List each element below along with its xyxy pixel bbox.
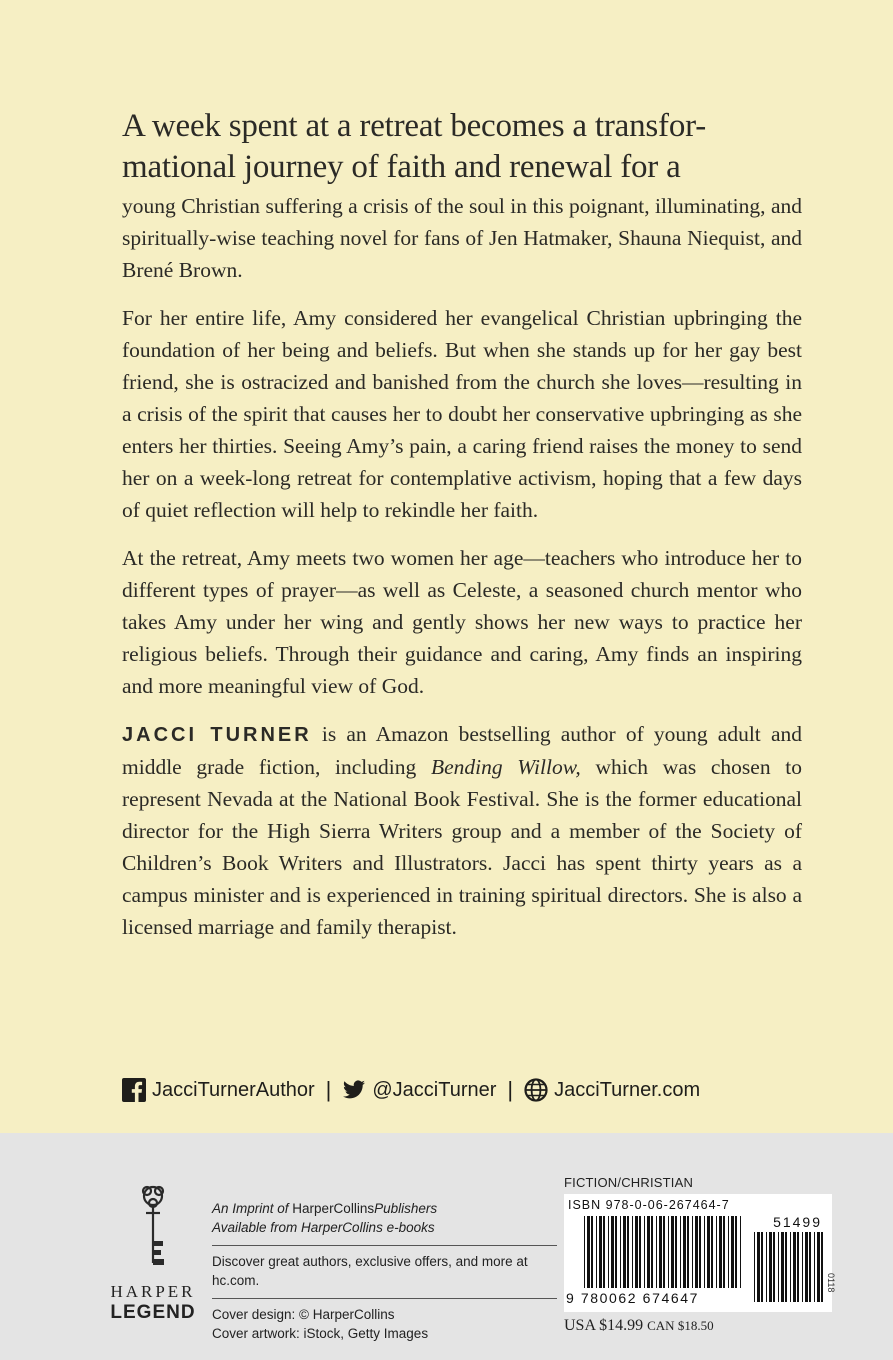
- barcode-bar: [647, 1216, 650, 1288]
- imprint-info: [212, 1199, 557, 1343]
- barcode-bar: [711, 1216, 713, 1288]
- publisher-logo: [108, 1183, 198, 1324]
- barcode-bar: [797, 1232, 799, 1302]
- barcode-bar: [740, 1216, 741, 1288]
- imprint-prefix: An Imprint of: [212, 1201, 293, 1216]
- barcode-bar: [680, 1216, 681, 1288]
- barcode-bar: [719, 1216, 722, 1288]
- globe-icon: [524, 1078, 548, 1102]
- barcode-bar: [627, 1216, 629, 1288]
- barcode-bar: [716, 1216, 717, 1288]
- barcode-bar: [793, 1232, 796, 1302]
- barcode-bar: [790, 1232, 791, 1302]
- blurb: [122, 106, 802, 943]
- social-links: [122, 1074, 700, 1106]
- author-name: JACCI TURNER: [122, 724, 312, 746]
- cover-design-credit: Cover design: © HarperCollins: [212, 1307, 395, 1322]
- barcode-bar: [805, 1232, 808, 1302]
- ean-number: 9 780062 674647: [566, 1290, 699, 1306]
- barcode-bar: [599, 1216, 602, 1288]
- barcode-bar: [769, 1232, 772, 1302]
- price-line: [564, 1317, 834, 1335]
- bio-text-1: is an Amazon bestselling author of young adult and middle grade fiction, including: [122, 722, 802, 779]
- synopsis-paragraph-2: At the retreat, Amy meets two women her age—teachers who introduce her to different types of prayer—as well as Celeste, a seasoned church mentor who takes Amy under her wing and gently shows her new ways to practice her religious beliefs. Through their guidance and caring, Amy finds an inspiring and more meaningful view of God.: [122, 546, 802, 698]
- barcode-bar: [695, 1216, 698, 1288]
- facebook-icon: [122, 1078, 146, 1102]
- barcode-bar: [671, 1216, 674, 1288]
- imprint-suffix: Publishers: [374, 1201, 438, 1216]
- barcode-bar: [728, 1216, 729, 1288]
- logo-legend: LEGEND: [110, 1302, 196, 1323]
- barcode-bar: [692, 1216, 693, 1288]
- barcode-bar: [635, 1216, 638, 1288]
- barcode-bar: [773, 1232, 775, 1302]
- barcode-bar: [587, 1216, 590, 1288]
- barcode-bar: [608, 1216, 609, 1288]
- barcode-bar: [761, 1232, 763, 1302]
- headline-line-2: mational journey of faith and renewal for a: [122, 149, 681, 185]
- barcode-bar: [723, 1216, 725, 1288]
- barcode-bar: [651, 1216, 653, 1288]
- website-link[interactable]: JacciTurner.com: [554, 1078, 701, 1101]
- ebooks-line: Available from HarperCollins e-books: [212, 1220, 435, 1235]
- barcode-bar: [821, 1232, 823, 1302]
- barcode-bar: [639, 1216, 641, 1288]
- barcode-bar: [603, 1216, 605, 1288]
- divider: [212, 1298, 557, 1299]
- lead-paragraph: young Christian suffering a crisis of the soul in this poignant, illuminating, and spiritually-wise teaching novel for fans of Jen Hatmaker, Shauna Niequist, and Brené Brown.: [122, 194, 802, 282]
- barcode-bar: [623, 1216, 626, 1288]
- bio-text-2: which was chosen to represent Nevada at the National Book Festival. She is the former educational director for the High Sierra Writers group and a member of the Society of Children’s Book Writers and Illustrators. Jacci has spent thirty years as a campus minister and is experienced in training spiritual directors. She is also a licensed marriage and family therapist.: [122, 755, 802, 939]
- price-code: 51499: [773, 1214, 822, 1230]
- side-code: 0118: [826, 1273, 836, 1293]
- barcode-bar: [785, 1232, 787, 1302]
- usa-price: USA $14.99: [564, 1317, 644, 1334]
- headline-line-1: A week spent at a retreat becomes a transfor-: [122, 108, 707, 144]
- category-label: FICTION/CHRISTIAN: [564, 1175, 694, 1190]
- barcode-bar: [757, 1232, 760, 1302]
- twitter-icon: [342, 1078, 366, 1102]
- barcode-bar: [699, 1216, 701, 1288]
- barcode-bar: [659, 1216, 662, 1288]
- synopsis-paragraph-1: For her entire life, Amy considered her evangelical Christian upbringing the foundation of her being and beliefs. But when she stands up for her gay best friend, she is ostracized and banished from the church she loves—resulting in a crisis of the spirit that causes her to doubt her conservative upbringing as she enters her thirties. Seeing Amy’s pain, a caring friend raises the money to send her on a week-long retreat for contemplative activism, hoping that a few days of quiet reflection will help to rekindle her faith.: [122, 306, 802, 522]
- barcode-bar: [766, 1232, 767, 1302]
- imprint-line: [212, 1199, 557, 1218]
- headline: [122, 106, 802, 188]
- book-title: Bending Willow,: [430, 755, 581, 779]
- can-price: CAN $18.50: [647, 1318, 714, 1333]
- barcode-bar: [584, 1216, 585, 1288]
- barcode-box: [564, 1194, 832, 1312]
- cover-artwork-credit: Cover artwork: iStock, Getty Images: [212, 1326, 429, 1341]
- discover-line: Discover great authors, exclusive offers, and more at hc.com.: [212, 1254, 528, 1288]
- imprint-name: HarperCollins: [292, 1201, 375, 1216]
- facebook-handle[interactable]: JacciTurnerAuthor: [152, 1078, 315, 1101]
- barcode-bar: [735, 1216, 737, 1288]
- isbn-text: ISBN 978-0-06-267464-7: [568, 1198, 730, 1212]
- logo-harper: HARPER: [110, 1282, 196, 1301]
- barcode-bar: [668, 1216, 669, 1288]
- barcode-bar: [675, 1216, 677, 1288]
- barcode-bar: [707, 1216, 710, 1288]
- barcode-bar: [781, 1232, 784, 1302]
- barcode-bar: [778, 1232, 779, 1302]
- barcode-bar: [704, 1216, 705, 1288]
- separator: |: [325, 1077, 332, 1102]
- barcode-bar: [644, 1216, 645, 1288]
- barcode-bar: [817, 1232, 820, 1302]
- barcode-bar: [632, 1216, 633, 1288]
- barcode-bar: [687, 1216, 689, 1288]
- barcode-bar: [591, 1216, 593, 1288]
- barcode-bar: [611, 1216, 614, 1288]
- barcode-bar: [596, 1216, 597, 1288]
- key-icon: [133, 1183, 173, 1273]
- separator: |: [507, 1077, 514, 1102]
- divider: [212, 1245, 557, 1246]
- twitter-handle[interactable]: @JacciTurner: [372, 1078, 497, 1101]
- barcode-bar: [620, 1216, 621, 1288]
- publisher-footer: [0, 1133, 893, 1360]
- barcode-bar: [663, 1216, 665, 1288]
- barcode-bar: [656, 1216, 657, 1288]
- barcode-bar: [731, 1216, 734, 1288]
- barcode-bar: [814, 1232, 815, 1302]
- barcode-bar: [754, 1232, 755, 1302]
- barcode-bar: [802, 1232, 803, 1302]
- barcode-bar: [615, 1216, 617, 1288]
- barcode-area: [564, 1175, 834, 1335]
- barcode-bar: [683, 1216, 686, 1288]
- barcode-bar: [809, 1232, 811, 1302]
- author-bio: [122, 718, 802, 943]
